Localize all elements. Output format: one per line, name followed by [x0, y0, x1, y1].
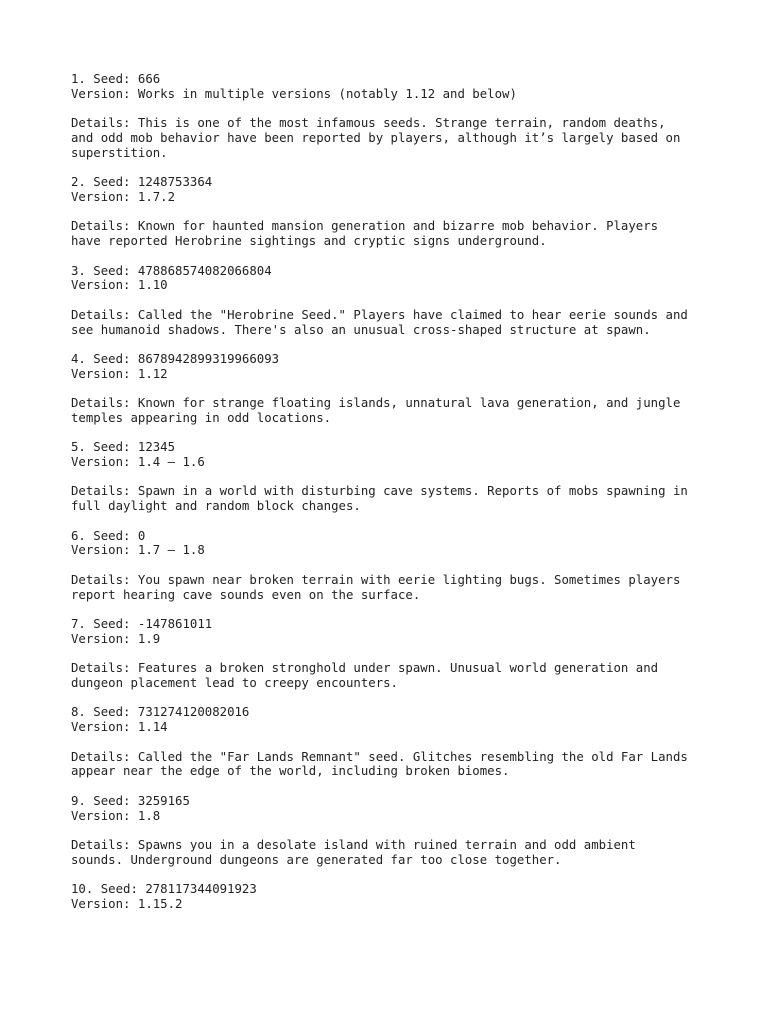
details-paragraph: Details: Known for strange floating islands, unnatural lava generation, and jungle temples appearing in odd locations.: [71, 396, 681, 425]
details-paragraph: Details: You spawn near broken terrain with eerie lighting bugs. Sometimes players report hearing cave sounds even on the surface.: [71, 572, 681, 602]
document-page: [71, 72, 711, 912]
version-line: Version: 1.8: [71, 808, 161, 823]
details-paragraph: Details: Features a broken stronghold under spawn. Unusual world generation and dungeon placement lead to creepy encounters.: [71, 661, 659, 691]
version-line: Version: 1.4 – 1.6: [71, 455, 205, 470]
version-line: Version: 1.7 – 1.8: [71, 543, 205, 558]
seed-line: 4. Seed: 8678942899319966093: [71, 351, 280, 366]
seed-line: 6. Seed: 0: [71, 528, 146, 543]
seed-line: 8. Seed: 731274120082016: [71, 705, 250, 720]
version-line: Version: 1.15.2: [71, 896, 183, 911]
version-line: Version: 1.9: [71, 631, 161, 646]
details-paragraph: Details: Known for haunted mansion generation and bizarre mob behavior. Players have reported Herobrine sightings and cryptic signs underground.: [71, 219, 659, 249]
seed-entry-6: [71, 529, 711, 603]
seed-entry-8: [71, 705, 711, 779]
seed-entry-10: [71, 882, 711, 912]
details-paragraph: Details: Called the "Far Lands Remnant" seed. Glitches resembling the old Far Lands appear near the edge of the world, including broken biomes.: [71, 749, 688, 779]
details-paragraph: Details: Spawn in a world with disturbing cave systems. Reports of mobs spawning in full daylight and random block changes.: [71, 484, 688, 514]
version-line: Version: 1.14: [71, 720, 168, 735]
details-paragraph: Details: Spawns you in a desolate island with ruined terrain and odd ambient sounds. Underground dungeons are generated far too close together.: [71, 837, 636, 867]
seed-entry-1: [71, 72, 711, 161]
version-line: Version: 1.7.2: [71, 189, 176, 204]
seed-line: 9. Seed: 3259165: [71, 793, 190, 808]
version-line: Version: Works in multiple versions (notably 1.12 and below): [71, 86, 517, 101]
seed-entry-3: [71, 264, 711, 338]
details-paragraph: Details: This is one of the most infamous seeds. Strange terrain, random deaths, and odd mob behavior have been reported by players, although it’s largely based on superstition.: [71, 116, 681, 160]
seed-entry-2: [71, 175, 711, 249]
seed-line: 2. Seed: 1248753364: [71, 175, 213, 190]
seed-line: 5. Seed: 12345: [71, 440, 176, 455]
seed-line: 1. Seed: 666: [71, 72, 161, 86]
version-line: Version: 1.10: [71, 278, 168, 293]
seed-line: 3. Seed: 478868574082066804: [71, 263, 272, 278]
seed-entry-7: [71, 617, 711, 691]
seed-entry-5: [71, 440, 711, 514]
details-paragraph: Details: Called the "Herobrine Seed." Players have claimed to hear eerie sounds and see humanoid shadows. There's also an unusual cross-shaped structure at spawn.: [71, 307, 688, 337]
version-line: Version: 1.12: [71, 366, 168, 381]
seed-line: 10. Seed: 278117344091923: [71, 882, 257, 897]
seed-entry-4: [71, 352, 711, 426]
seed-entry-9: [71, 794, 711, 868]
seed-line: 7. Seed: -147861011: [71, 617, 213, 632]
